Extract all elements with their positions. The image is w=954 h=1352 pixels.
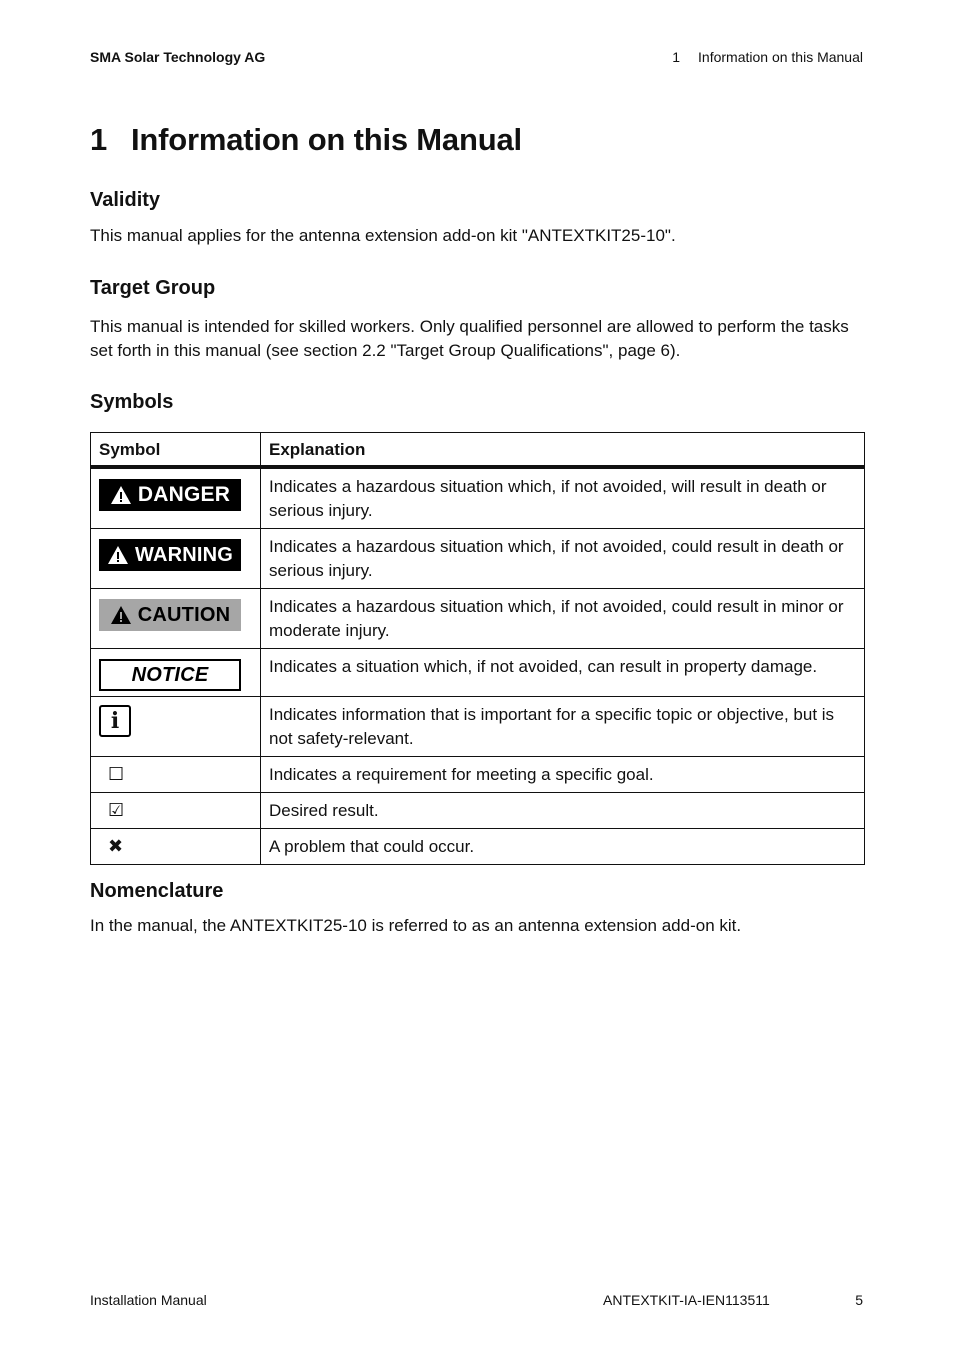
explanation-cell: Indicates a requirement for meeting a specific goal. (261, 757, 865, 793)
footer-page-number: 5 (855, 1292, 863, 1308)
explanation-cell: Indicates a hazardous situation which, if not avoided, could result in minor or moderate injury. (261, 589, 865, 649)
notice-label: NOTICE (131, 664, 209, 686)
symbol-cell (91, 529, 261, 589)
column-header-symbol: Symbol (91, 433, 261, 468)
column-header-explanation: Explanation (261, 433, 865, 468)
header-company: SMA Solar Technology AG (90, 49, 266, 65)
header-chapter (672, 49, 863, 65)
chapter-title-text: Information on this Manual (131, 122, 522, 157)
table-row (91, 467, 865, 529)
warning-label: WARNING (134, 544, 234, 566)
checkbox-checked-icon: ☑ (108, 800, 125, 821)
warning-triangle-icon (110, 485, 132, 505)
footer-document-type: Installation Manual (90, 1292, 207, 1308)
explanation-cell: Indicates a hazardous situation which, if not avoided, could result in death or serious injury. (261, 529, 865, 589)
danger-label: DANGER (137, 483, 231, 506)
table-row (91, 529, 865, 589)
table-row (91, 589, 865, 649)
chapter-title (90, 122, 522, 158)
table-header-row (91, 433, 865, 468)
symbol-cell (91, 829, 261, 865)
nomenclature-text: In the manual, the ANTEXTKIT25-10 is referred to as an antenna extension add-on kit. (90, 916, 742, 935)
validity-text: This manual applies for the antenna extension add-on kit "ANTEXTKIT25-10". (90, 226, 676, 245)
chapter-number: 1 (90, 122, 108, 157)
symbols-heading: Symbols (90, 391, 174, 413)
nomenclature-heading: Nomenclature (90, 880, 224, 902)
table-row (91, 829, 865, 865)
symbols-table (90, 432, 865, 865)
validity-heading: Validity (90, 189, 161, 211)
symbol-cell (91, 793, 261, 829)
explanation-cell: Indicates a hazardous situation which, if not avoided, will result in death or serious injury. (261, 467, 865, 529)
warning-triangle-icon (110, 605, 132, 625)
caution-signal-word (99, 599, 241, 631)
symbol-cell (91, 697, 261, 757)
explanation-cell: Indicates a situation which, if not avoided, can result in property damage. (261, 649, 865, 697)
target-group-text: This manual is intended for skilled workers. Only qualified personnel are allowed to perform the tasks set forth in this manual (see section 2.2 "Target Group Qualifications", page 6). (90, 317, 849, 360)
header-chapter-title: Information on this Manual (698, 49, 863, 65)
information-icon: i (99, 705, 131, 737)
danger-signal-word (99, 479, 241, 511)
warning-signal-word (99, 539, 241, 571)
explanation-cell: A problem that could occur. (261, 829, 865, 865)
header-chapter-number: 1 (672, 49, 681, 65)
table-row (91, 649, 865, 697)
symbol-cell (91, 757, 261, 793)
target-group-heading: Target Group (90, 277, 216, 299)
warning-triangle-icon (107, 545, 129, 565)
caution-label: CAUTION (137, 604, 231, 626)
cross-icon: ✖ (108, 836, 124, 857)
symbol-cell (91, 589, 261, 649)
explanation-cell: Desired result. (261, 793, 865, 829)
table-row (91, 793, 865, 829)
checkbox-empty-icon: ☐ (108, 764, 125, 785)
table-row (91, 697, 865, 757)
symbol-cell (91, 649, 261, 697)
table-row (91, 757, 865, 793)
symbol-cell (91, 467, 261, 529)
notice-signal-word (99, 659, 241, 691)
footer-document-code: ANTEXTKIT-IA-IEN113511 (603, 1292, 770, 1308)
explanation-cell: Indicates information that is important for a specific topic or objective, but is not safety-relevant. (261, 697, 865, 757)
